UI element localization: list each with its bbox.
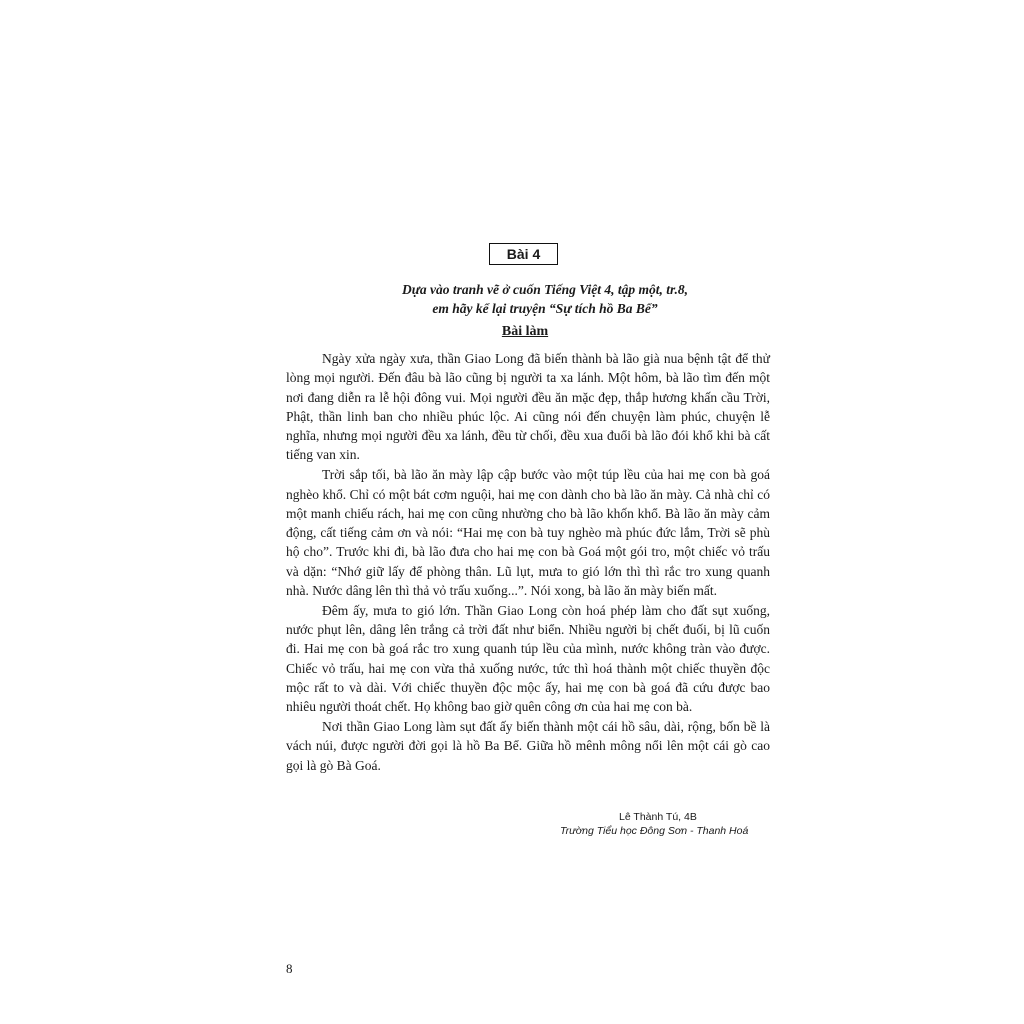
essay-body xyxy=(286,349,770,776)
paragraph-2: Trời sắp tối, bà lão ăn mày lập cập bước vào một túp lều của hai mẹ con bà goá nghèo khổ. Chỉ có một bát cơm nguội, hai mẹ con dành cho bà lão ăn mày. Cả nhà chỉ có một manh chiếu rách, hai mẹ con cũng nhường cho bà lão khốn khổ. Bà lão ăn mày cảm động, cất tiếng cảm ơn và nói: “Hai mẹ con bà tuy nghèo mà phúc đức lắm, Trời sẽ phù hộ cho”. Trước khi đi, bà lão đưa cho hai mẹ con bà Goá một gói tro, một chiếc vỏ trấu và dặn: “Nhớ giữ lấy để phòng thân. Lũ lụt, mưa to gió lớn thì thì rắc tro xung quanh nhà. Nước dâng lên thì thả vỏ trấu xuống...”. Nói xong, bà lão ăn mày biến mất. xyxy=(286,467,770,599)
lesson-label-text: Bài 4 xyxy=(506,246,541,262)
prompt-line-2: em hãy kể lại truyện “Sự tích hồ Ba Bể” xyxy=(432,301,658,316)
page-number: 8 xyxy=(286,961,293,976)
author-name: Lê Thành Tú, 4B xyxy=(619,811,697,823)
paragraph-4: Nơi thần Giao Long làm sụt đất ấy biến thành một cái hồ sâu, dài, rộng, bốn bề là vách núi, được người đời gọi là hồ Ba Bể. Giữa hồ mênh mông nổi lên một cái gò cao gọi là gò Bà Goá. xyxy=(286,719,770,773)
author-school: Trường Tiểu học Đông Sơn - Thanh Hoá xyxy=(560,825,749,837)
paragraph-1: Ngày xửa ngày xưa, thần Giao Long đã biến thành bà lão già nua bệnh tật để thử lòng mọi người. Đến đâu bà lão cũng bị người ta xa lánh. Một hôm, bà lão tìm đến một nơi đang diễn ra lễ hội đông vui. Mọi người đều ăn mặc đẹp, thắp hương khấn cầu Trời, Phật, thần linh ban cho nhiều phúc lộc. Ai cũng nói đến chuyện làm phúc, chuyện lễ nghĩa, nhưng mọi người đều xa lánh, đều từ chối, đều xua đuổi bà lão đói khổ khi bà cất tiếng van xin. xyxy=(286,351,770,463)
paragraph-3: Đêm ấy, mưa to gió lớn. Thần Giao Long còn hoá phép làm cho đất sụt xuống, nước phụt lên, dâng lên trắng cả trời đất như biển. Nhiều người bị chết đuối, bị lũ cuốn đi. Hai mẹ con bà goá rắc tro xung quanh túp lều của mình, nước không tràn vào được. Chiếc vỏ trấu, hai mẹ con vừa thả xuống nước, tức thì hoá thành một chiếc thuyền độc mộc rất to và dài. Với chiếc thuyền độc mộc ấy, hai mẹ con bà goá đã cứu được bao nhiêu người thoát chết. Họ không bao giờ quên công ơn của hai mẹ con bà. xyxy=(286,602,770,715)
prompt-line-1: Dựa vào tranh vẽ ở cuốn Tiếng Việt 4, tập một, tr.8, xyxy=(402,282,688,297)
lesson-label xyxy=(489,243,558,265)
answer-heading: Bài làm xyxy=(501,324,549,339)
author-signature xyxy=(560,810,760,838)
assignment-prompt xyxy=(300,280,790,318)
